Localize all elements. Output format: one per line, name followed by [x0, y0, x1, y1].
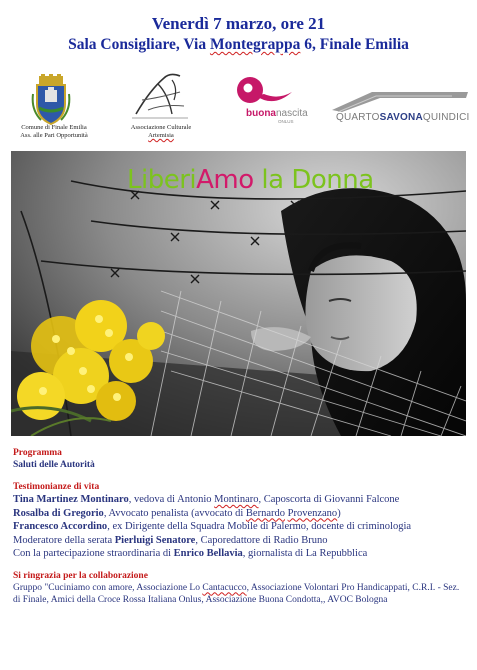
event-venue: Sala Consigliare, Via Montegrappa 6, Finale Emilia	[68, 36, 409, 53]
buonanascita-logo	[232, 74, 312, 124]
saluti-line: Saluti delle Autorità	[13, 460, 95, 470]
guest-line: Con la partecipazione straordinaria di Enrico Bellavia, giornalista di La Repubblica	[13, 548, 368, 559]
testimonianze-heading: Testimonianze di vita	[13, 482, 100, 492]
thanks-text: Gruppo "Cuciniamo con amore, Associazione Lo Cantacucco, Associazione Volontari Pro Handicappati, C.R.I. - Sez. di Finale, Amici della Croce Rossa Italiana Onlus, Associazione Buona Condotta,, AVOC Bologna	[13, 582, 460, 605]
testimonial-gregorio: Rosalba di Gregorio, Avvocato penalista (avvocato di Bernardo Provenzano)	[13, 507, 341, 519]
event-date: Venerdì 7 marzo, ore 21	[151, 14, 326, 33]
moderator-line: Moderatore della serata Pierluigi Senatore, Caporedattore di Radio Bruno	[13, 534, 328, 546]
quarto-savona-swoosh-icon	[332, 90, 468, 112]
quarto-savona-quindici-logo	[332, 90, 468, 124]
poster-image	[11, 151, 466, 436]
artemisia-logo-icon	[128, 70, 192, 127]
testimonial-accordino: Francesco Accordino, ex Dirigente della Squadra Mobile di Palermo, docente di criminologia	[13, 521, 412, 532]
buonanascita-mark-icon	[234, 74, 294, 108]
program-section	[13, 447, 468, 606]
poster-title: LiberiAmo la Donna	[127, 165, 374, 195]
quarto-savona-wordmark: QUARTOSAVONAQUINDICI	[336, 112, 470, 123]
buonanascita-onlus: ONLUS	[278, 119, 294, 124]
artemisia-caption: Associazione Culturale Artemisia	[130, 124, 192, 139]
event-header	[0, 14, 477, 55]
testimonial-montinaro: Tina Martinez Montinaro, vedova di Antonio Montinaro, Caposcorta di Giovanni Falcone	[13, 494, 400, 505]
comune-coat-of-arms-icon	[31, 74, 71, 131]
thanks-heading: Si ringrazia per la collaborazione	[13, 570, 148, 581]
comune-caption: Comune di Finale Emilia Ass. alle Pari Opportunità	[20, 124, 88, 139]
program-heading: Programma	[13, 448, 62, 458]
sponsor-logos	[0, 66, 477, 150]
buonanascita-wordmark: buonanascita	[246, 108, 308, 119]
